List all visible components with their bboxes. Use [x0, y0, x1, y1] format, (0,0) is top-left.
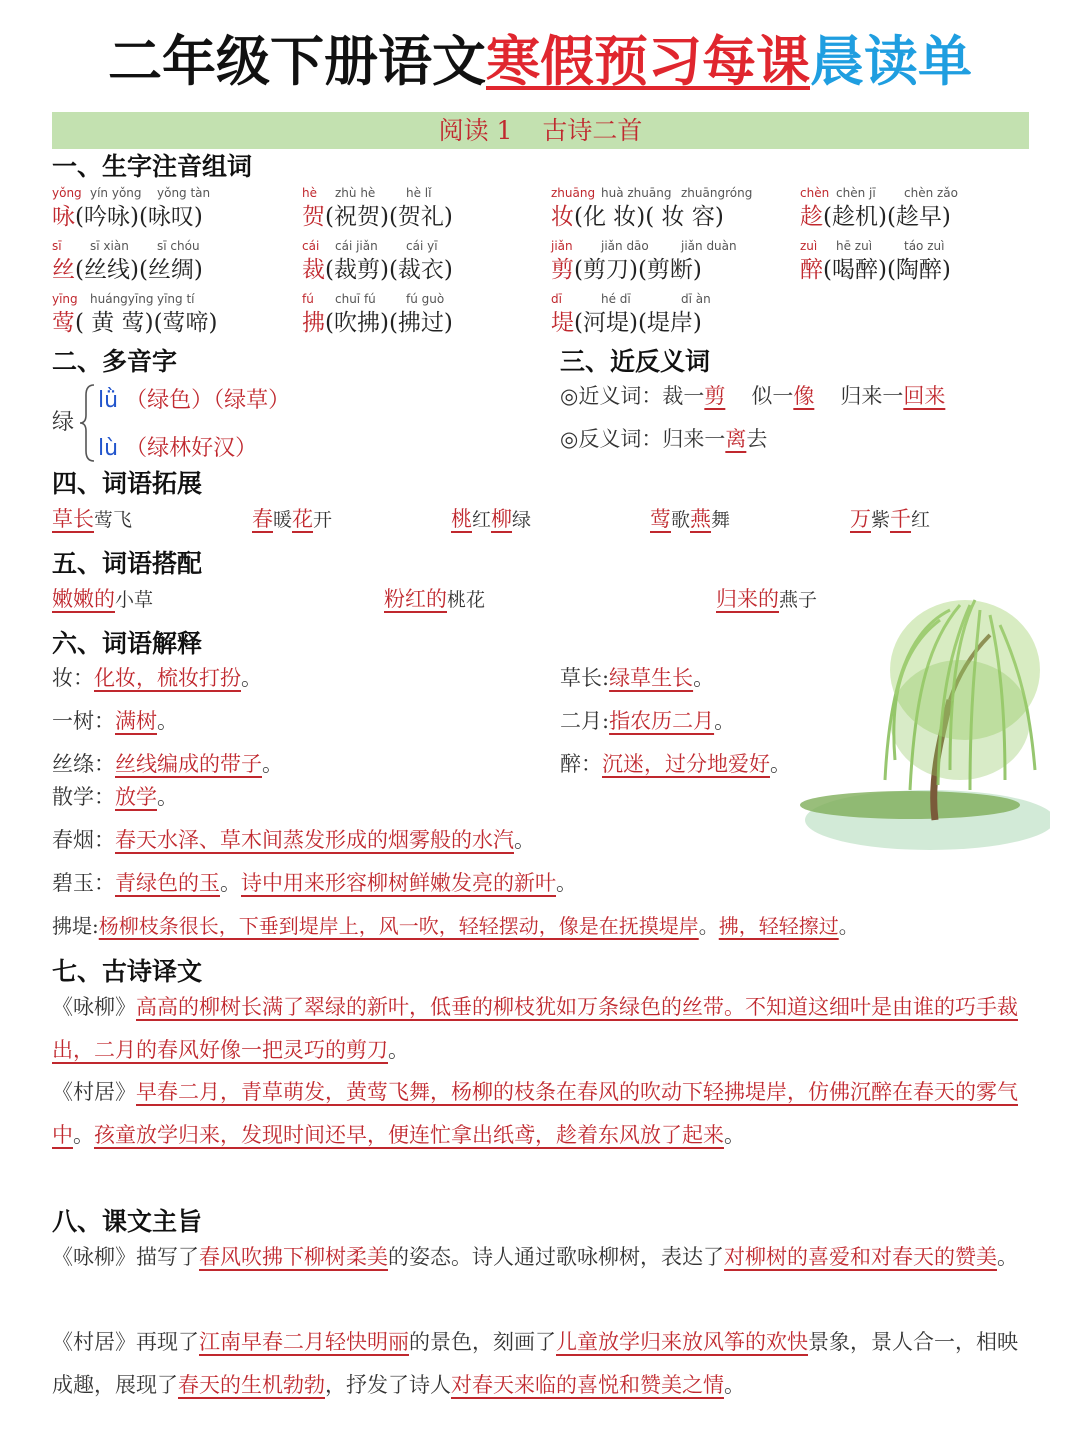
theme-text: 景象，景人合一，相映成趣，展现了 — [52, 1330, 1018, 1397]
idiom-answer: 莺 — [650, 507, 671, 531]
theme-text: 的姿态。诗人通过歌咏柳树，表达了 — [388, 1245, 724, 1269]
definition-term: 碧玉： — [52, 871, 115, 895]
hanzi-row — [302, 202, 453, 232]
theme-keyword: 春天的生机勃勃 — [178, 1373, 325, 1397]
char-entry — [800, 239, 951, 285]
theme-yongliu — [52, 1236, 1032, 1279]
pinyin: jiǎn dāo — [601, 239, 649, 253]
idiom-answer: 花 — [292, 507, 314, 531]
definition-term: 二月: — [560, 709, 610, 733]
synonym-1-answer: 剪 — [704, 384, 726, 408]
idiom — [252, 504, 332, 535]
hanzi-row — [52, 255, 203, 285]
word-group: (剪断) — [637, 257, 702, 283]
char-entry — [551, 186, 753, 232]
theme-text: 《村居》再现了 — [52, 1330, 199, 1354]
idiom-answer: 柳 — [491, 507, 513, 531]
pinyin: hé dī — [601, 292, 631, 306]
translation-1-text: 高高的柳树长满了翠绿的新叶，低垂的柳枝犹如万条绿色的丝带。不知道这细叶是由谁的巧手裁出，二月的春风好像一把灵巧的剪刀 — [52, 995, 1018, 1062]
hanzi-row — [52, 202, 203, 232]
idiom — [52, 504, 132, 535]
new-character: 堤 — [551, 310, 574, 336]
lesson-name: 古诗二首 — [542, 116, 643, 145]
char-entry — [302, 239, 453, 285]
brace-icon — [78, 383, 98, 463]
idiom-answer: 桃 — [451, 507, 472, 531]
hanzi-row — [800, 202, 951, 232]
title-part-grade: 二年级下册语文 — [108, 30, 486, 93]
pinyin: yīng tí — [157, 292, 195, 306]
definition — [52, 911, 859, 941]
new-character: 贺 — [302, 204, 325, 230]
definition-term: 拂堤: — [52, 914, 99, 938]
pinyin: táo zuì — [904, 239, 945, 253]
definition-end: 。 — [241, 666, 262, 690]
hanzi-row — [551, 255, 702, 285]
idiom-given: 歌 — [671, 509, 691, 531]
collocation-answer: 粉红的 — [384, 587, 447, 611]
char-entry — [52, 186, 211, 232]
page-title — [0, 22, 1080, 102]
definition — [560, 749, 791, 779]
hanzi-row — [302, 255, 453, 285]
definition-meaning: 沉迷，过分地爱好 — [602, 752, 770, 776]
new-character: 妆 — [551, 204, 574, 230]
pinyin: yīng — [52, 292, 78, 306]
translation-2-text-b: 孩童放学归来，发现时间还早，便连忙拿出纸鸢，趁着东风放了起来 — [94, 1123, 724, 1147]
word-group: (裁衣) — [388, 257, 453, 283]
collocation-answer: 嫩嫩的 — [52, 587, 115, 611]
translation-1-title: 《咏柳》 — [52, 995, 136, 1019]
collocation-answer: 归来的 — [716, 587, 779, 611]
pinyin: yǒng — [52, 186, 82, 200]
synonym-1-word: 裁一 — [662, 384, 705, 408]
theme-text: 《咏柳》描写了 — [52, 1245, 199, 1269]
char-entry — [551, 292, 711, 338]
definition-meaning: 杨柳枝条很长，下垂到堤岸上，风一吹，轻轻摆动，像是在抚摸堤岸 — [98, 914, 699, 938]
collocation-noun: 小草 — [115, 589, 154, 611]
word-group: (化 妆) — [574, 204, 646, 230]
definition — [52, 749, 283, 779]
definition-end: 。 — [714, 709, 736, 733]
definition-end-extra: 。 — [838, 914, 859, 938]
willow-tree-icon — [800, 590, 1050, 860]
collocation — [52, 584, 153, 615]
antonym-word: 归来一 — [662, 427, 726, 451]
definition-end: 。 — [693, 666, 715, 690]
synonym-label: ◎近义词： — [560, 384, 663, 408]
hanzi-row — [52, 308, 218, 338]
idiom-given: 绿 — [512, 509, 532, 531]
pinyin: zhuāngróng — [681, 186, 753, 200]
reading-2-words: （绿林好汉） — [125, 436, 258, 461]
char-entry — [800, 186, 958, 232]
pinyin: chuī fú — [335, 292, 376, 306]
pinyin: cái yī — [406, 239, 438, 253]
idiom-given: 红 — [911, 509, 931, 531]
theme-text: 。 — [724, 1373, 745, 1397]
definition — [52, 825, 535, 855]
definition-meaning: 青绿色的玉 — [115, 871, 220, 895]
word-group: (莺啼) — [153, 310, 218, 336]
pinyin: yǒng tàn — [157, 186, 211, 200]
pinyin: chèn zǎo — [904, 186, 958, 200]
pinyin: dī — [551, 292, 562, 306]
new-character: 剪 — [551, 257, 574, 283]
section-6-heading: 六、词语解释 — [52, 629, 203, 658]
char-entry — [551, 239, 737, 285]
theme-text: ，抒发了诗人 — [325, 1373, 451, 1397]
definition-end: 。 — [770, 752, 791, 776]
reading-1-pinyin: lǜ — [98, 388, 119, 413]
word-group: (喝醉) — [823, 257, 887, 283]
pinyin: jiǎn — [551, 239, 573, 253]
definition-end: 。 — [514, 828, 535, 852]
definition-end: 。 — [157, 709, 178, 733]
section-3-heading: 三、近反义词 — [560, 347, 711, 376]
section-7-heading: 七、古诗译文 — [52, 957, 203, 986]
pinyin: zhù hè — [335, 186, 376, 200]
pinyin-row — [551, 239, 737, 255]
new-character: 裁 — [302, 257, 325, 283]
theme-keyword: 江南早春二月轻快明丽 — [199, 1330, 409, 1354]
definition-meaning: 放学 — [115, 785, 157, 809]
idiom-given: 莺飞 — [94, 509, 133, 531]
synonym-row — [560, 381, 945, 411]
reading-1-words: （绿色）（绿草） — [125, 388, 291, 413]
new-character: 丝 — [52, 257, 75, 283]
antonym-row — [560, 424, 767, 454]
definition-term: 醉： — [560, 752, 602, 776]
definition-end: 。 — [157, 785, 178, 809]
definition-meaning: 化妆，梳妆打扮 — [94, 666, 241, 690]
synonym-3-answer: 回来 — [903, 384, 946, 408]
definition-meaning: 指农历二月 — [609, 709, 715, 733]
new-character: 醉 — [800, 257, 823, 283]
idiom-answer: 万 — [850, 507, 871, 531]
theme-cunju — [52, 1321, 1032, 1407]
definition-term: 丝绦： — [52, 752, 115, 776]
pinyin-row — [800, 186, 958, 202]
translation-yongliu — [52, 986, 1032, 1072]
theme-keyword: 对柳树的喜爱和对春天的赞美 — [724, 1245, 997, 1269]
definition-term: 散学： — [52, 785, 115, 809]
hanzi-row — [800, 255, 951, 285]
word-group: (丝线) — [75, 257, 139, 283]
definition-end-extra: 。 — [556, 871, 577, 895]
hanzi-row — [551, 308, 702, 338]
synonym-2-answer: 像 — [793, 384, 815, 408]
char-entry — [52, 292, 218, 338]
pinyin-row — [302, 186, 453, 202]
pinyin: huángyīng — [90, 292, 154, 306]
pinyin: hē zuì — [836, 239, 873, 253]
char-entry — [302, 186, 453, 232]
title-part-preview: 寒假预习每课 — [486, 30, 810, 93]
section-1-heading: 一、生字注音组词 — [52, 152, 253, 181]
word-group: (趁早) — [886, 204, 951, 230]
definition-meaning-extra: 拂，轻轻擦过 — [718, 914, 839, 938]
pinyin: sī chóu — [157, 239, 200, 253]
definition-term: 妆： — [52, 666, 94, 690]
idiom-answer: 千 — [890, 507, 912, 531]
idiom-given: 舞 — [711, 509, 731, 531]
word-group: (河堤) — [574, 310, 638, 336]
word-group: (拂过) — [388, 310, 453, 336]
antonym-label: ◎反义词： — [560, 427, 663, 451]
word-group: (陶醉) — [886, 257, 951, 283]
idiom-answer: 春 — [252, 507, 273, 531]
polyphonic-reading-1 — [98, 383, 290, 414]
pinyin: chèn jī — [836, 186, 876, 200]
pinyin: cái — [302, 239, 320, 253]
definition-term: 草长: — [560, 666, 610, 690]
definition-term: 一树： — [52, 709, 115, 733]
new-character: 莺 — [52, 310, 75, 336]
definition — [560, 706, 735, 736]
translation-2-title: 《村居》 — [52, 1080, 136, 1104]
idiom-answer: 燕 — [690, 507, 712, 531]
char-entry — [302, 292, 453, 338]
collocation-noun: 燕子 — [779, 589, 818, 611]
idiom — [850, 504, 930, 535]
word-group: (吹拂) — [325, 310, 389, 336]
translation-2-end: 。 — [724, 1123, 745, 1147]
polyphonic-reading-2 — [98, 431, 257, 462]
definition-meaning: 丝线编成的带子 — [115, 752, 262, 776]
definition-meaning: 绿草生长 — [609, 666, 694, 690]
idiom-given: 紫 — [871, 509, 891, 531]
idiom-given: 红 — [472, 509, 492, 531]
section-2-heading: 二、多音字 — [52, 347, 178, 376]
title-part-morning-read: 晨读单 — [810, 30, 972, 93]
pinyin-row — [302, 292, 453, 308]
lesson-banner — [52, 112, 1029, 149]
definition-end: 。 — [262, 752, 283, 776]
hanzi-row — [302, 308, 453, 338]
pinyin-row — [551, 292, 711, 308]
pinyin: sī xiàn — [90, 239, 129, 253]
definition-meaning: 满树 — [115, 709, 157, 733]
new-character: 趁 — [800, 204, 823, 230]
pinyin: chèn — [800, 186, 830, 200]
pinyin: yín yǒng — [90, 186, 142, 200]
word-group: (祝贺) — [325, 204, 389, 230]
definition — [52, 663, 262, 693]
antonym-answer-tail: 去 — [746, 427, 768, 451]
collocation-noun: 桃花 — [447, 589, 486, 611]
theme-keyword: 儿童放学归来放风筝的欢快 — [556, 1330, 808, 1354]
pinyin: sī — [52, 239, 62, 253]
lesson-number: 阅读 1 — [438, 116, 513, 145]
hanzi-row — [551, 202, 724, 232]
word-group: (剪刀) — [574, 257, 638, 283]
definition — [560, 663, 714, 693]
pinyin-row — [52, 292, 218, 308]
idiom-answer: 草长 — [52, 507, 94, 531]
pinyin-row — [52, 239, 203, 255]
word-group: (吟咏) — [75, 204, 139, 230]
definition — [52, 868, 577, 898]
word-group: (堤岸) — [637, 310, 702, 336]
collocation — [384, 584, 485, 615]
synonym-2-word: 似一 — [751, 384, 794, 408]
new-character: 拂 — [302, 310, 325, 336]
antonym-answer: 离 — [725, 427, 747, 451]
pinyin: fú guò — [406, 292, 445, 306]
word-group: ( 黄 莺) — [75, 310, 154, 336]
word-group: (贺礼) — [388, 204, 453, 230]
translation-cunju — [52, 1071, 1032, 1157]
theme-text: 的景色，刻画了 — [409, 1330, 556, 1354]
word-group: (丝绸) — [138, 257, 203, 283]
translation-1-end: 。 — [388, 1038, 409, 1062]
definition-meaning: 春天水泽、草木间蒸发形成的烟雾般的水汽 — [115, 828, 514, 852]
pinyin: hè — [302, 186, 317, 200]
pinyin-row — [302, 239, 453, 255]
pinyin: zhuāng — [551, 186, 596, 200]
new-character: 咏 — [52, 204, 75, 230]
word-group: (咏叹) — [138, 204, 203, 230]
definition — [52, 782, 178, 812]
reading-2-pinyin: lù — [98, 436, 119, 461]
word-group: (裁剪) — [325, 257, 389, 283]
pinyin-row — [52, 186, 211, 202]
translation-2-text-a: 早春二月，青草萌发，黄莺飞舞，杨柳的枝条在春风的吹动下轻拂堤岸，仿佛沉醉在春天的雾气中 — [52, 1080, 1018, 1147]
definition-term: 春烟： — [52, 828, 115, 852]
definition-end: 。 — [698, 914, 719, 938]
idiom-given: 暖 — [273, 509, 293, 531]
polyphonic-char: 绿 — [52, 410, 75, 435]
pinyin: dī àn — [681, 292, 711, 306]
translation-2-mid: 。 — [73, 1123, 94, 1147]
pinyin: huà zhuāng — [601, 186, 672, 200]
section-5-heading: 五、词语搭配 — [52, 549, 203, 578]
theme-keyword: 春风吹拂下柳树柔美 — [199, 1245, 388, 1269]
word-group: (趁机) — [823, 204, 887, 230]
section-4-heading: 四、词语拓展 — [52, 469, 203, 498]
idiom — [650, 504, 730, 535]
pinyin-row — [551, 186, 753, 202]
pinyin: jiǎn duàn — [681, 239, 737, 253]
idiom — [451, 504, 531, 535]
pinyin: hè lǐ — [406, 186, 432, 200]
definition-end: 。 — [220, 871, 241, 895]
pinyin: zuì — [800, 239, 818, 253]
theme-keyword: 对春天来临的喜悦和赞美之情 — [451, 1373, 724, 1397]
section-8-heading: 八、课文主旨 — [52, 1207, 203, 1236]
pinyin: cái jiǎn — [335, 239, 378, 253]
definition — [52, 706, 178, 736]
theme-text: 。 — [997, 1245, 1018, 1269]
pinyin: fú — [302, 292, 314, 306]
definition-meaning-extra: 诗中用来形容柳树鲜嫩发亮的新叶 — [241, 871, 556, 895]
synonym-3-word: 归来一 — [840, 384, 904, 408]
word-group: ( 妆 容) — [645, 204, 724, 230]
pinyin-row — [800, 239, 951, 255]
idiom-given: 开 — [313, 509, 333, 531]
char-entry — [52, 239, 203, 285]
